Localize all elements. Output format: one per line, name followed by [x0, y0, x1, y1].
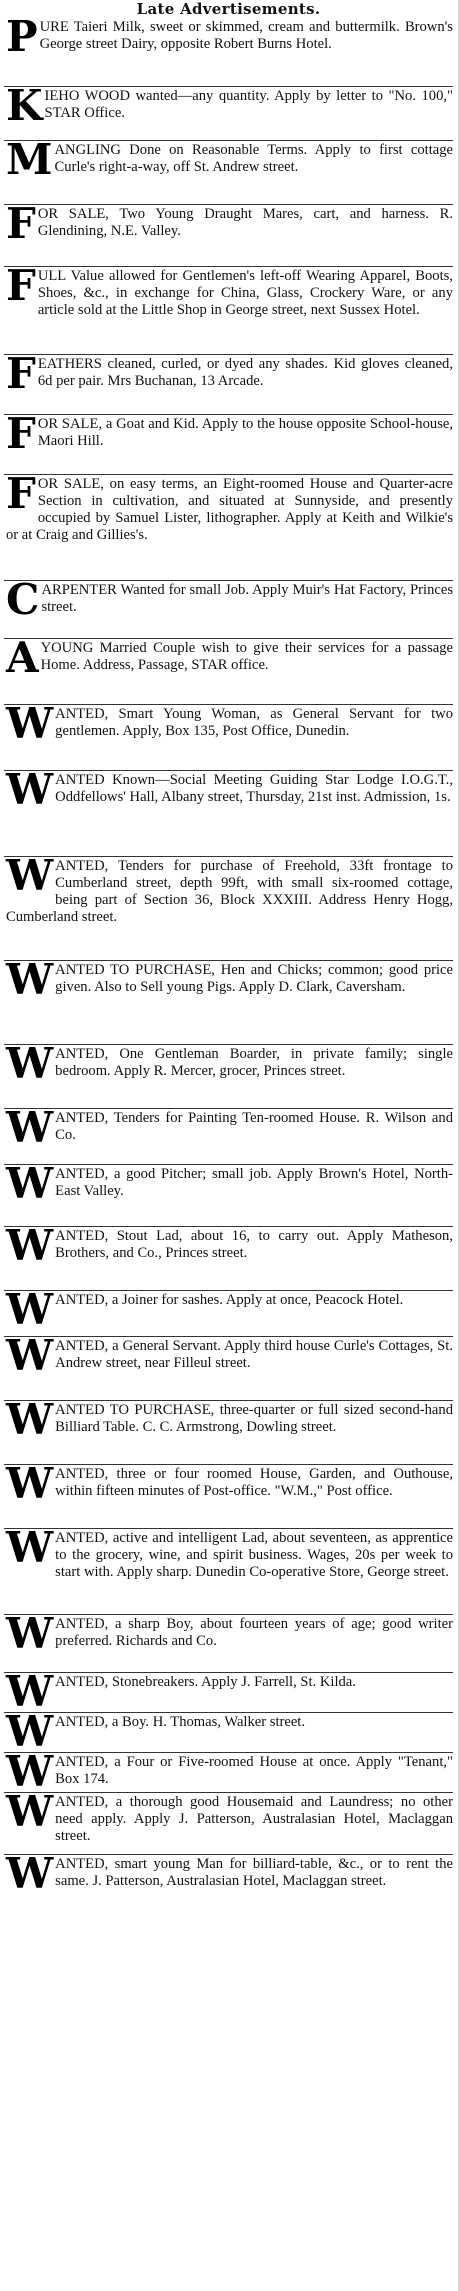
ad-text: ANTED, three or four roomed House, Garden, and Outhouse, within fifteen minutes of Post-office. "W.M.," Post office. — [55, 1466, 453, 1499]
ad-young-couple — [4, 638, 453, 704]
ad-initial: K — [6, 86, 43, 130]
ad-wanted-young-woman — [4, 704, 453, 770]
ad-text: ANTED, a Four or Five-roomed House at once. Apply "Tenant," Box 174. — [55, 1754, 453, 1787]
ad-initial: W — [6, 1712, 54, 1752]
ad-text: ANTED, a thorough good Housemaid and Laundress; no other need apply. Apply J. Patterson, Australasian Hotel, Maclaggan street. — [55, 1794, 453, 1844]
ad-initial: W — [6, 1290, 54, 1334]
ad-text: ANTED, smart young Man for billiard-table, &c., or to rent the same. J. Patterson, Australasian Hotel, Maclaggan street. — [55, 1856, 453, 1889]
ad-initial: W — [6, 856, 54, 900]
ad-text: ANTED, Smart Young Woman, as General Servant for two gentlemen. Apply, Box 135, Post Office, Dunedin. — [55, 706, 453, 739]
ad-text: ANTED, a sharp Boy, about fourteen years of age; good writer preferred. Richards and Co. — [55, 1616, 453, 1649]
ad-initial: W — [6, 704, 54, 748]
ad-text: ANTED, Tenders for purchase of Freehold, 33ft frontage to Cumberland street, depth 99ft, with small six-roomed cottage, being part of Section 36, Block XXXIII. Address Henry Hogg, Cumberland street. — [6, 858, 453, 925]
ad-feathers-cleaned — [4, 354, 453, 414]
ad-wanted-housemaid — [4, 1792, 453, 1854]
ad-text: ANTED, Stonebreakers. Apply J. Farrell, St. Kilda. — [55, 1674, 356, 1690]
ad-wanted-boarder — [4, 1044, 453, 1108]
ad-text: EATHERS cleaned, curled, or dyed any shades. Kid gloves cleaned, 6d per pair. Mrs Buchanan, 13 Arcade. — [37, 356, 453, 389]
ad-wanted-joiner — [4, 1290, 453, 1336]
ad-text: OR SALE, Two Young Draught Mares, cart, and harness. R. Glendining, N.E. Valley. — [37, 206, 453, 239]
ad-initial: A — [6, 638, 39, 682]
ad-wanted-stout-lad — [4, 1226, 453, 1290]
ad-wanted-sharp-boy — [4, 1614, 453, 1672]
ad-initial: F — [6, 354, 36, 398]
ad-wanted-four-five-roomed-house — [4, 1752, 453, 1792]
ad-text: ULL Value allowed for Gentlemen's left-off Wearing Apparel, Boots, Shoes, &c., in exchange for China, Glass, Crockery Ware, or any article sold at the Little Shop in George street, next Sussex Hotel. — [37, 268, 453, 318]
ad-for-sale-goat — [4, 414, 453, 474]
ad-text: ANTED TO PURCHASE, Hen and Chicks; common; good price given. Also to Sell young Pigs. Apply D. Clark, Caversham. — [55, 962, 453, 995]
ad-initial: W — [6, 1464, 54, 1508]
ad-initial: W — [6, 1528, 54, 1572]
ad-wanted-stonebreakers — [4, 1672, 453, 1712]
ad-initial: W — [6, 1044, 54, 1088]
ad-wanted-roomed-house — [4, 1464, 453, 1528]
ad-for-sale-house — [4, 474, 453, 580]
ad-wanted-billiard-table — [4, 1400, 453, 1464]
ad-initial: W — [6, 1672, 54, 1712]
ad-text: IEHO WOOD wanted—any quantity. Apply by letter to "No. 100," STAR Office. — [44, 88, 453, 121]
ad-for-sale-mares — [4, 204, 453, 266]
ad-text: ARPENTER Wanted for small Job. Apply Muir's Hat Factory, Princes street. — [41, 582, 453, 615]
ad-initial: W — [6, 1400, 54, 1444]
ad-initial: M — [6, 140, 53, 184]
ad-wanted-young-man-billiard — [4, 1854, 453, 1914]
ad-wanted-tenders-painting — [4, 1108, 453, 1164]
ad-text: ANTED, a good Pitcher; small job. Apply Brown's Hotel, North-East Valley. — [55, 1166, 453, 1199]
ad-initial: C — [6, 580, 40, 624]
ad-text: OR SALE, on easy terms, an Eight-roomed House and Quarter-acre Section in cultivation, and situated at Sunnyside, and presently occupied by Samuel Lister, lithographer. Apply at Keith and Wilkie's or at Craig and Gillies's. — [6, 476, 453, 543]
ad-wanted-general-servant — [4, 1336, 453, 1400]
ad-wanted-pitcher — [4, 1164, 453, 1226]
ad-initial: W — [6, 1854, 54, 1898]
ad-text: ANTED, a Joiner for sashes. Apply at once, Peacock Hotel. — [55, 1292, 404, 1308]
ad-initial: W — [6, 1792, 54, 1836]
ad-text: ANTED, a Boy. H. Thomas, Walker street. — [55, 1714, 306, 1730]
ad-carpenter-wanted — [4, 580, 453, 638]
ad-wanted-tenders-freehold — [4, 856, 453, 960]
ad-text: ANTED, One Gentleman Boarder, in private family; single bedroom. Apply R. Mercer, grocer, Princes street. — [55, 1046, 453, 1079]
ad-text: ANTED, active and intelligent Lad, about seventeen, as apprentice to the grocery, wine, and spirit business. Wages, 20s per week to start with. Apply sharp. Dunedin Co-operative Store, George street. — [55, 1530, 453, 1580]
ad-initial: W — [6, 1752, 54, 1792]
ad-text: ANTED, Stout Lad, about 16, to carry out. Apply Matheson, Brothers, and Co., Princes street. — [55, 1228, 453, 1261]
ad-text: ANTED, a General Servant. Apply third house Curle's Cottages, St. Andrew street, near Filleul street. — [55, 1338, 453, 1371]
ad-initial: W — [6, 1164, 54, 1208]
ad-initial: W — [6, 1108, 54, 1152]
ad-text: ANTED TO PURCHASE, three-quarter or full sized second-hand Billiard Table. C. C. Armstrong, Dowling street. — [55, 1402, 453, 1435]
ad-full-value-apparel — [4, 266, 453, 354]
ad-kieho-wood — [4, 86, 453, 140]
ad-text: OR SALE, a Goat and Kid. Apply to the house opposite School-house, Maori Hill. — [37, 416, 453, 449]
ad-text: YOUNG Married Couple wish to give their services for a passage Home. Address, Passage, STAR office. — [40, 640, 453, 673]
ad-wanted-active-lad — [4, 1528, 453, 1614]
ad-initial: F — [6, 204, 36, 248]
ad-text: ANTED Known—Social Meeting Guiding Star Lodge I.O.G.T., Oddfellows' Hall, Albany street, Thursday, 21st inst. Admission, 1s. — [55, 772, 453, 805]
ad-initial: W — [6, 1614, 54, 1658]
ad-initial: W — [6, 770, 54, 814]
ad-initial: W — [6, 960, 54, 1004]
ad-mangling — [4, 140, 453, 204]
section-heading: Late Advertisements. — [136, 0, 321, 18]
ad-text: ANGLING Done on Reasonable Terms. Apply to first cottage Curle's right-a-way, off St. Andrew street. — [54, 142, 453, 175]
ad-initial: W — [6, 1336, 54, 1380]
ad-text: ANTED, Tenders for Painting Ten-roomed House. R. Wilson and Co. — [55, 1110, 453, 1143]
ad-initial: F — [6, 474, 36, 518]
ad-wanted-known-social — [4, 770, 453, 856]
ad-initial: P — [6, 18, 38, 61]
ad-text: URE Taieri Milk, sweet or skimmed, cream and buttermilk. Brown's George street Dairy, opposite Robert Burns Hotel. — [39, 19, 453, 52]
ad-initial: W — [6, 1226, 54, 1270]
ad-wanted-hen-chicks — [4, 960, 453, 1044]
ad-initial: F — [6, 266, 36, 310]
ad-initial: F — [6, 414, 36, 458]
ad-pure-taieri-milk — [4, 18, 453, 86]
ad-wanted-boy — [4, 1712, 453, 1752]
